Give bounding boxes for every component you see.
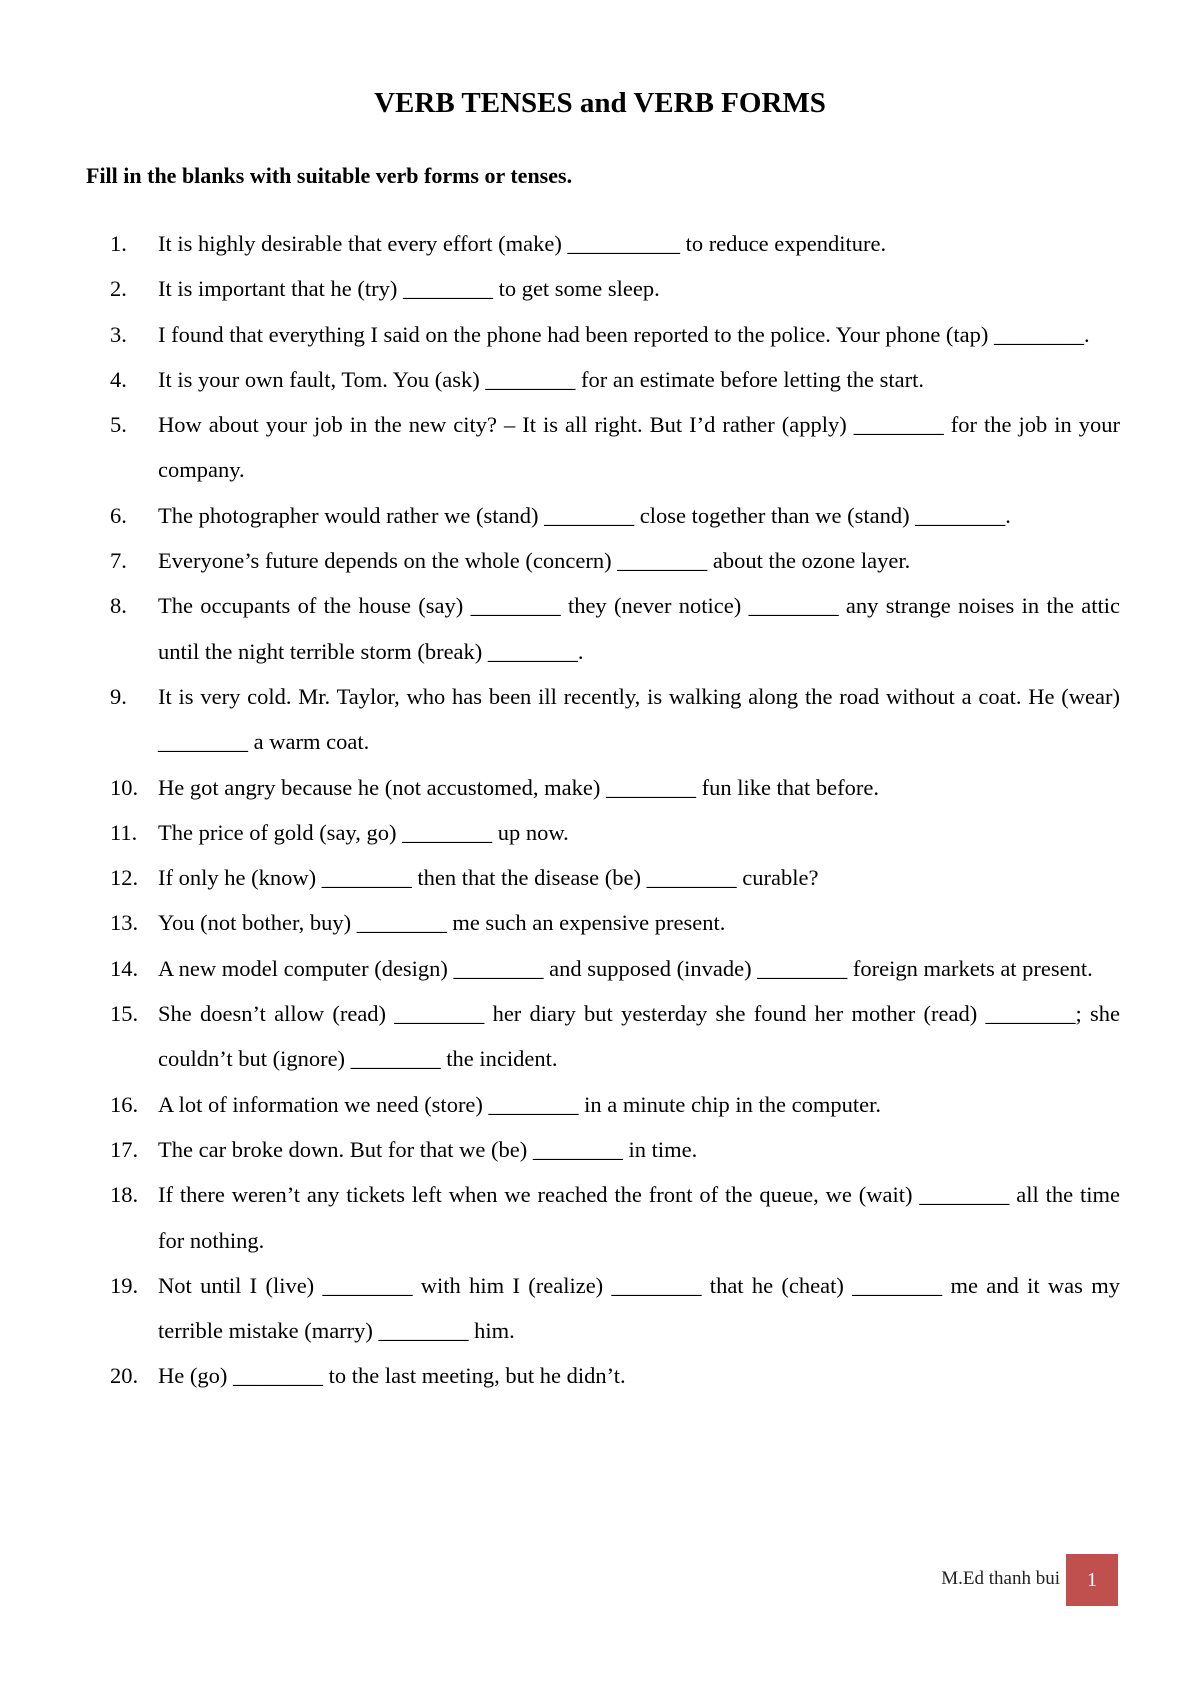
question-list — [110, 221, 1120, 1399]
question-number: 20. — [110, 1363, 139, 1389]
question-text: It is important that he (try) ________ to get some sleep. — [158, 276, 660, 302]
question-item — [110, 221, 1120, 266]
question-text: It is your own fault, Tom. You (ask) ________ for an estimate before letting the start. — [158, 366, 924, 392]
footer-author: M.Ed thanh bui — [941, 1568, 1060, 1589]
question-item — [110, 402, 1120, 493]
question-text: He (go) ________ to the last meeting, but he didn’t. — [158, 1363, 626, 1389]
question-item — [110, 855, 1120, 900]
page-number-badge: 1 — [1066, 1554, 1118, 1606]
question-text: He got angry because he (not accustomed, make) ________ fun like that before. — [158, 774, 879, 800]
question-number: 15. — [110, 1001, 139, 1027]
question-text: The photographer would rather we (stand) ________ close together than we (stand) ________. — [158, 502, 1011, 528]
question-text: It is highly desirable that every effort (make) __________ to reduce expenditure. — [158, 231, 887, 256]
question-number: 11. — [110, 819, 138, 845]
question-item — [110, 810, 1120, 855]
question-item — [110, 1127, 1120, 1172]
question-number: 1. — [110, 231, 127, 256]
question-item — [110, 266, 1120, 311]
question-item — [110, 991, 1120, 1082]
question-text: The price of gold (say, go) ________ up now. — [158, 819, 569, 845]
instruction-text: Fill in the blanks with suitable verb forms or tenses. — [86, 163, 573, 188]
question-item — [110, 538, 1120, 583]
question-item — [110, 674, 1120, 765]
question-text: A new model computer (design) ________ and supposed (invade) ________ foreign markets at present. — [158, 955, 1093, 981]
question-text: If there weren’t any tickets left when we reached the front of the queue, we (wait) ________ all the time for nothing. — [158, 1182, 1120, 1253]
question-number: 18. — [110, 1182, 139, 1208]
question-item — [110, 312, 1120, 357]
question-number: 7. — [110, 548, 127, 574]
question-item — [110, 493, 1120, 538]
question-text: It is very cold. Mr. Taylor, who has been ill recently, is walking along the road without a coat. He (wear) ________ a warm coat. — [158, 683, 1120, 755]
question-item — [110, 1172, 1120, 1263]
question-text: A lot of information we need (store) ________ in a minute chip in the computer. — [158, 1091, 881, 1117]
question-text: Everyone’s future depends on the whole (concern) ________ about the ozone layer. — [158, 548, 911, 574]
page-title: VERB TENSES and VERB FORMS — [374, 87, 826, 119]
question-text: I found that everything I said on the phone had been reported to the police. Your phone (tap) ________. — [158, 321, 1090, 347]
question-number: 16. — [110, 1091, 139, 1117]
question-number: 14. — [110, 955, 139, 981]
question-number: 19. — [110, 1272, 139, 1298]
question-text: How about your job in the new city? – It is all right. But I’d rather (apply) ________ for the job in your company. — [158, 412, 1120, 483]
question-number: 12. — [110, 865, 139, 891]
question-number: 2. — [110, 276, 127, 302]
question-item — [110, 1353, 1120, 1398]
question-item — [110, 583, 1120, 674]
question-number: 9. — [110, 683, 127, 709]
question-number: 6. — [110, 502, 127, 528]
question-item — [110, 900, 1120, 945]
question-number: 4. — [110, 366, 127, 392]
question-item — [110, 357, 1120, 402]
question-item — [110, 1263, 1120, 1354]
question-text: She doesn’t allow (read) ________ her diary but yesterday she found her mother (read) ________; she couldn’t but (ignore) ________ the incident. — [158, 1001, 1120, 1072]
question-text: The occupants of the house (say) ________ they (never notice) ________ any strange noises in the attic until the night terrible storm (break) ________. — [158, 593, 1120, 664]
question-number: 17. — [110, 1136, 139, 1162]
question-number: 8. — [110, 593, 127, 619]
question-text: Not until I (live) ________ with him I (realize) ________ that he (cheat) ________ me and it was my terrible mistake (marry) ________ him. — [158, 1272, 1120, 1344]
question-number: 5. — [110, 412, 127, 438]
question-number: 10. — [110, 774, 139, 800]
question-number: 13. — [110, 910, 139, 936]
question-text: If only he (know) ________ then that the disease (be) ________ curable? — [158, 865, 819, 891]
question-text: You (not bother, buy) ________ me such an expensive present. — [158, 910, 726, 936]
question-item — [110, 1082, 1120, 1127]
question-number: 3. — [110, 321, 127, 347]
question-text: The car broke down. But for that we (be) ________ in time. — [158, 1136, 698, 1162]
question-item — [110, 765, 1120, 810]
question-item — [110, 946, 1120, 991]
